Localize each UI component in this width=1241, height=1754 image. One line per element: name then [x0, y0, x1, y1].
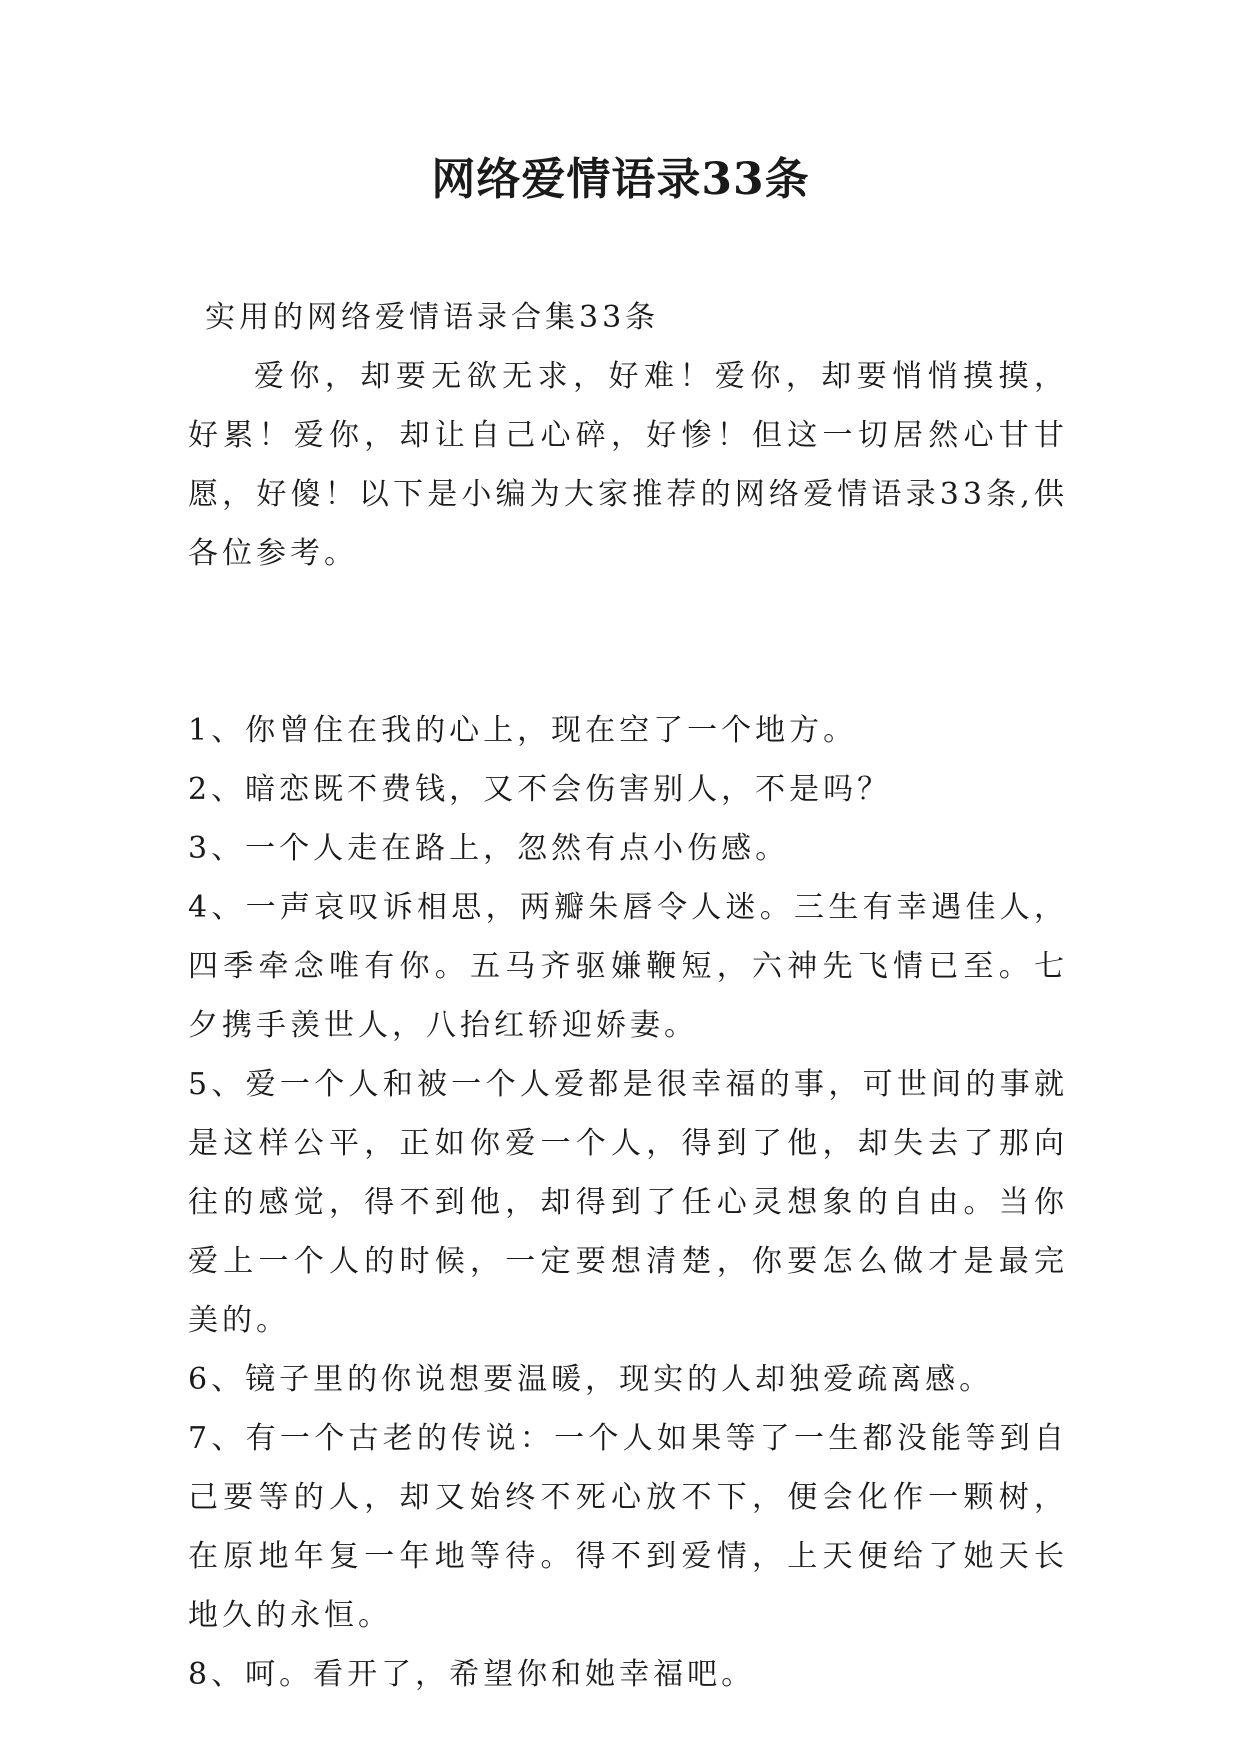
- paragraph-spacer: [188, 583, 1068, 701]
- document-subtitle: 实用的网络爱情语录合集33条: [205, 300, 660, 335]
- list-item: 6、镜子里的你说想要温暖，现实的人却独爱疏离感。: [188, 1362, 994, 1397]
- list-item: 3、一个人走在路上，忽然有点小伤感。: [188, 831, 790, 866]
- document-body: [188, 288, 1068, 1704]
- list-item: 1、你曾住在我的心上，现在空了一个地方。: [188, 713, 858, 748]
- list-item: 2、暗恋既不费钱，又不会伤害别人，不是吗？: [188, 772, 892, 807]
- list-item: 5、爱一个人和被一个人爱都是很幸福的事，可世间的事就是这样公平，正如你爱一个人，得到了他，却失去了那向往的感觉，得不到他，却得到了任心灵想象的自由。当你爱上一个人的时候，一定要想清楚，你要怎么做才是最完美的。: [188, 1067, 1068, 1338]
- document-title: 网络爱情语录33条: [431, 154, 810, 205]
- list-item: 4、一声哀叹诉相思，两瓣朱唇令人迷。三生有幸遇佳人，四季牵念唯有你。五马齐驱嫌鞭短，六神先飞情已至。七夕携手羡世人，八抬红轿迎娇妻。: [188, 890, 1068, 1043]
- intro-paragraph: 爱你，却要无欲无求，好难！爱你，却要悄悄摸摸，好累！爱你，却让自己心碎，好惨！但这一切居然心甘甘愿，好傻！以下是小编为大家推荐的网络爱情语录33条,供各位参考。: [188, 359, 1068, 571]
- list-item: 8、呵。看开了，希望你和她幸福吧。: [188, 1657, 756, 1692]
- list-item: 7、有一个古老的传说：一个人如果等了一生都没能等到自己要等的人，却又始终不死心放不下，便会化作一颗树，在原地年复一年地等待。得不到爱情，上天便给了她天长地久的永恒。: [188, 1421, 1068, 1633]
